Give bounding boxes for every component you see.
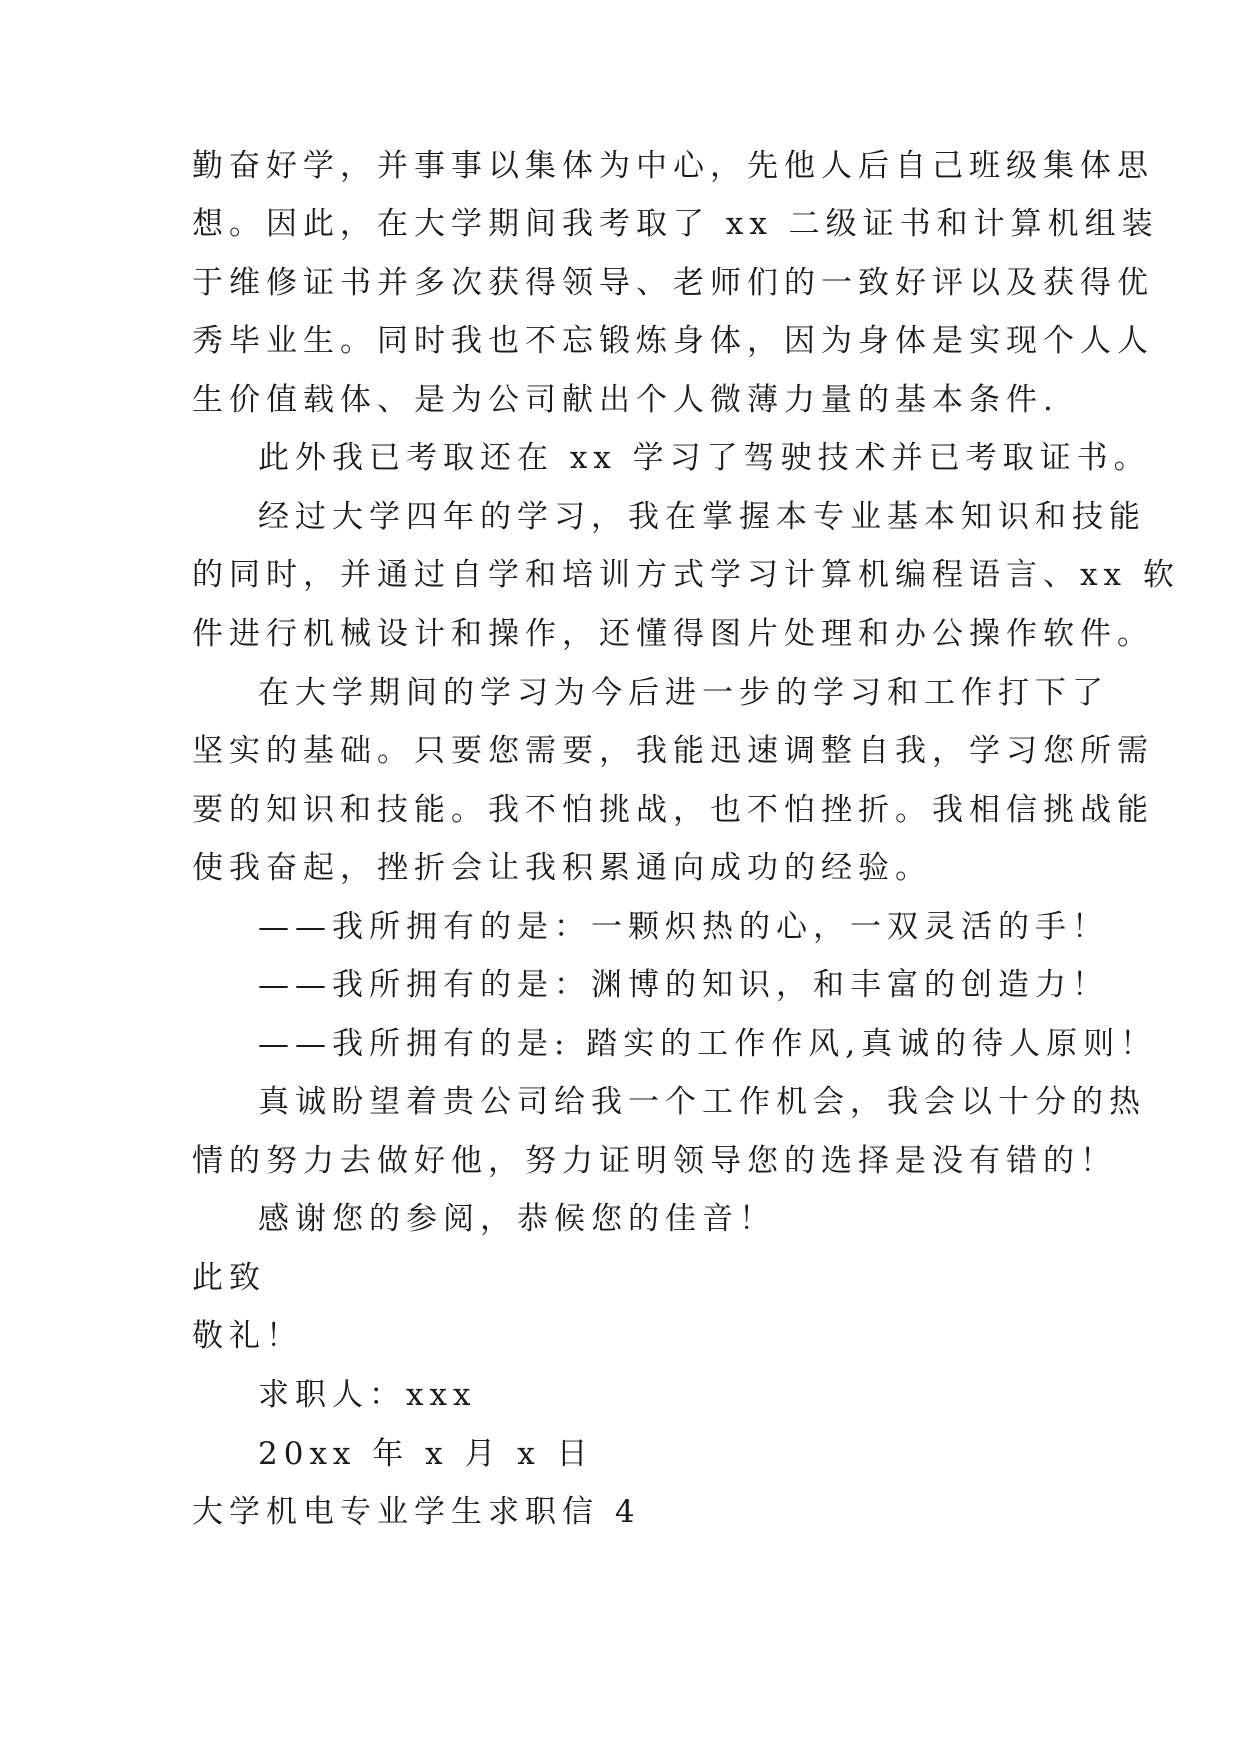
body-line: 情的努力去做好他，努力证明领导您的选择是没有错的！	[192, 1143, 1117, 1179]
body-line: 勤奋好学，并事事以集体为中心，先他人后自己班级集体思	[192, 148, 1154, 184]
body-line: 要的知识和技能。我不怕挑战，也不怕挫折。我相信挑战能	[192, 792, 1154, 828]
body-line: 此外我已考取还在 xx 学习了驾驶技术并已考取证书。	[258, 440, 1151, 476]
body-line: ——我所拥有的是：一颗炽热的心，一双灵活的手！	[258, 909, 1109, 945]
body-line: 在大学期间的学习为今后进一步的学习和工作打下了	[258, 675, 1109, 711]
body-line: 生价值载体、是为公司献出个人微薄力量的基本条件.	[192, 382, 1059, 418]
body-line: 想。因此，在大学期间我考取了 xx 二级证书和计算机组装	[192, 206, 1159, 242]
closing-salutation: 此致	[192, 1260, 266, 1296]
body-line: ——我所拥有的是：渊博的知识，和丰富的创造力！	[258, 967, 1109, 1003]
body-line: 坚实的基础。只要您需要，我能迅速调整自我，学习您所需	[192, 733, 1154, 769]
body-line: 于维修证书并多次获得领导、老师们的一致好评以及获得优	[192, 265, 1154, 301]
body-line: 使我奋起，挫折会让我积累通向成功的经验。	[192, 850, 932, 886]
body-line: 感谢您的参阅，恭候您的佳音！	[258, 1201, 776, 1237]
body-line: 件进行机械设计和操作，还懂得图片处理和办公操作软件。	[192, 616, 1154, 652]
body-line: 经过大学四年的学习，我在掌握本专业基本知识和技能	[258, 499, 1146, 535]
body-line: 秀毕业生。同时我也不忘锻炼身体，因为身体是实现个人人	[192, 323, 1154, 359]
letter-date: 20xx 年 x 月 x 日	[258, 1436, 594, 1472]
closing-regards: 敬礼！	[192, 1318, 303, 1354]
applicant-signature: 求职人：xxx	[258, 1377, 477, 1413]
body-line: 真诚盼望着贵公司给我一个工作机会，我会以十分的热	[258, 1084, 1146, 1120]
body-line: 的同时，并通过自学和培训方式学习计算机编程语言、xx 软	[192, 557, 1180, 593]
section-title: 大学机电专业学生求职信 4	[192, 1494, 641, 1530]
body-line: ——我所拥有的是: 踏实的工作作风,真诚的待人原则！	[258, 1026, 1158, 1062]
